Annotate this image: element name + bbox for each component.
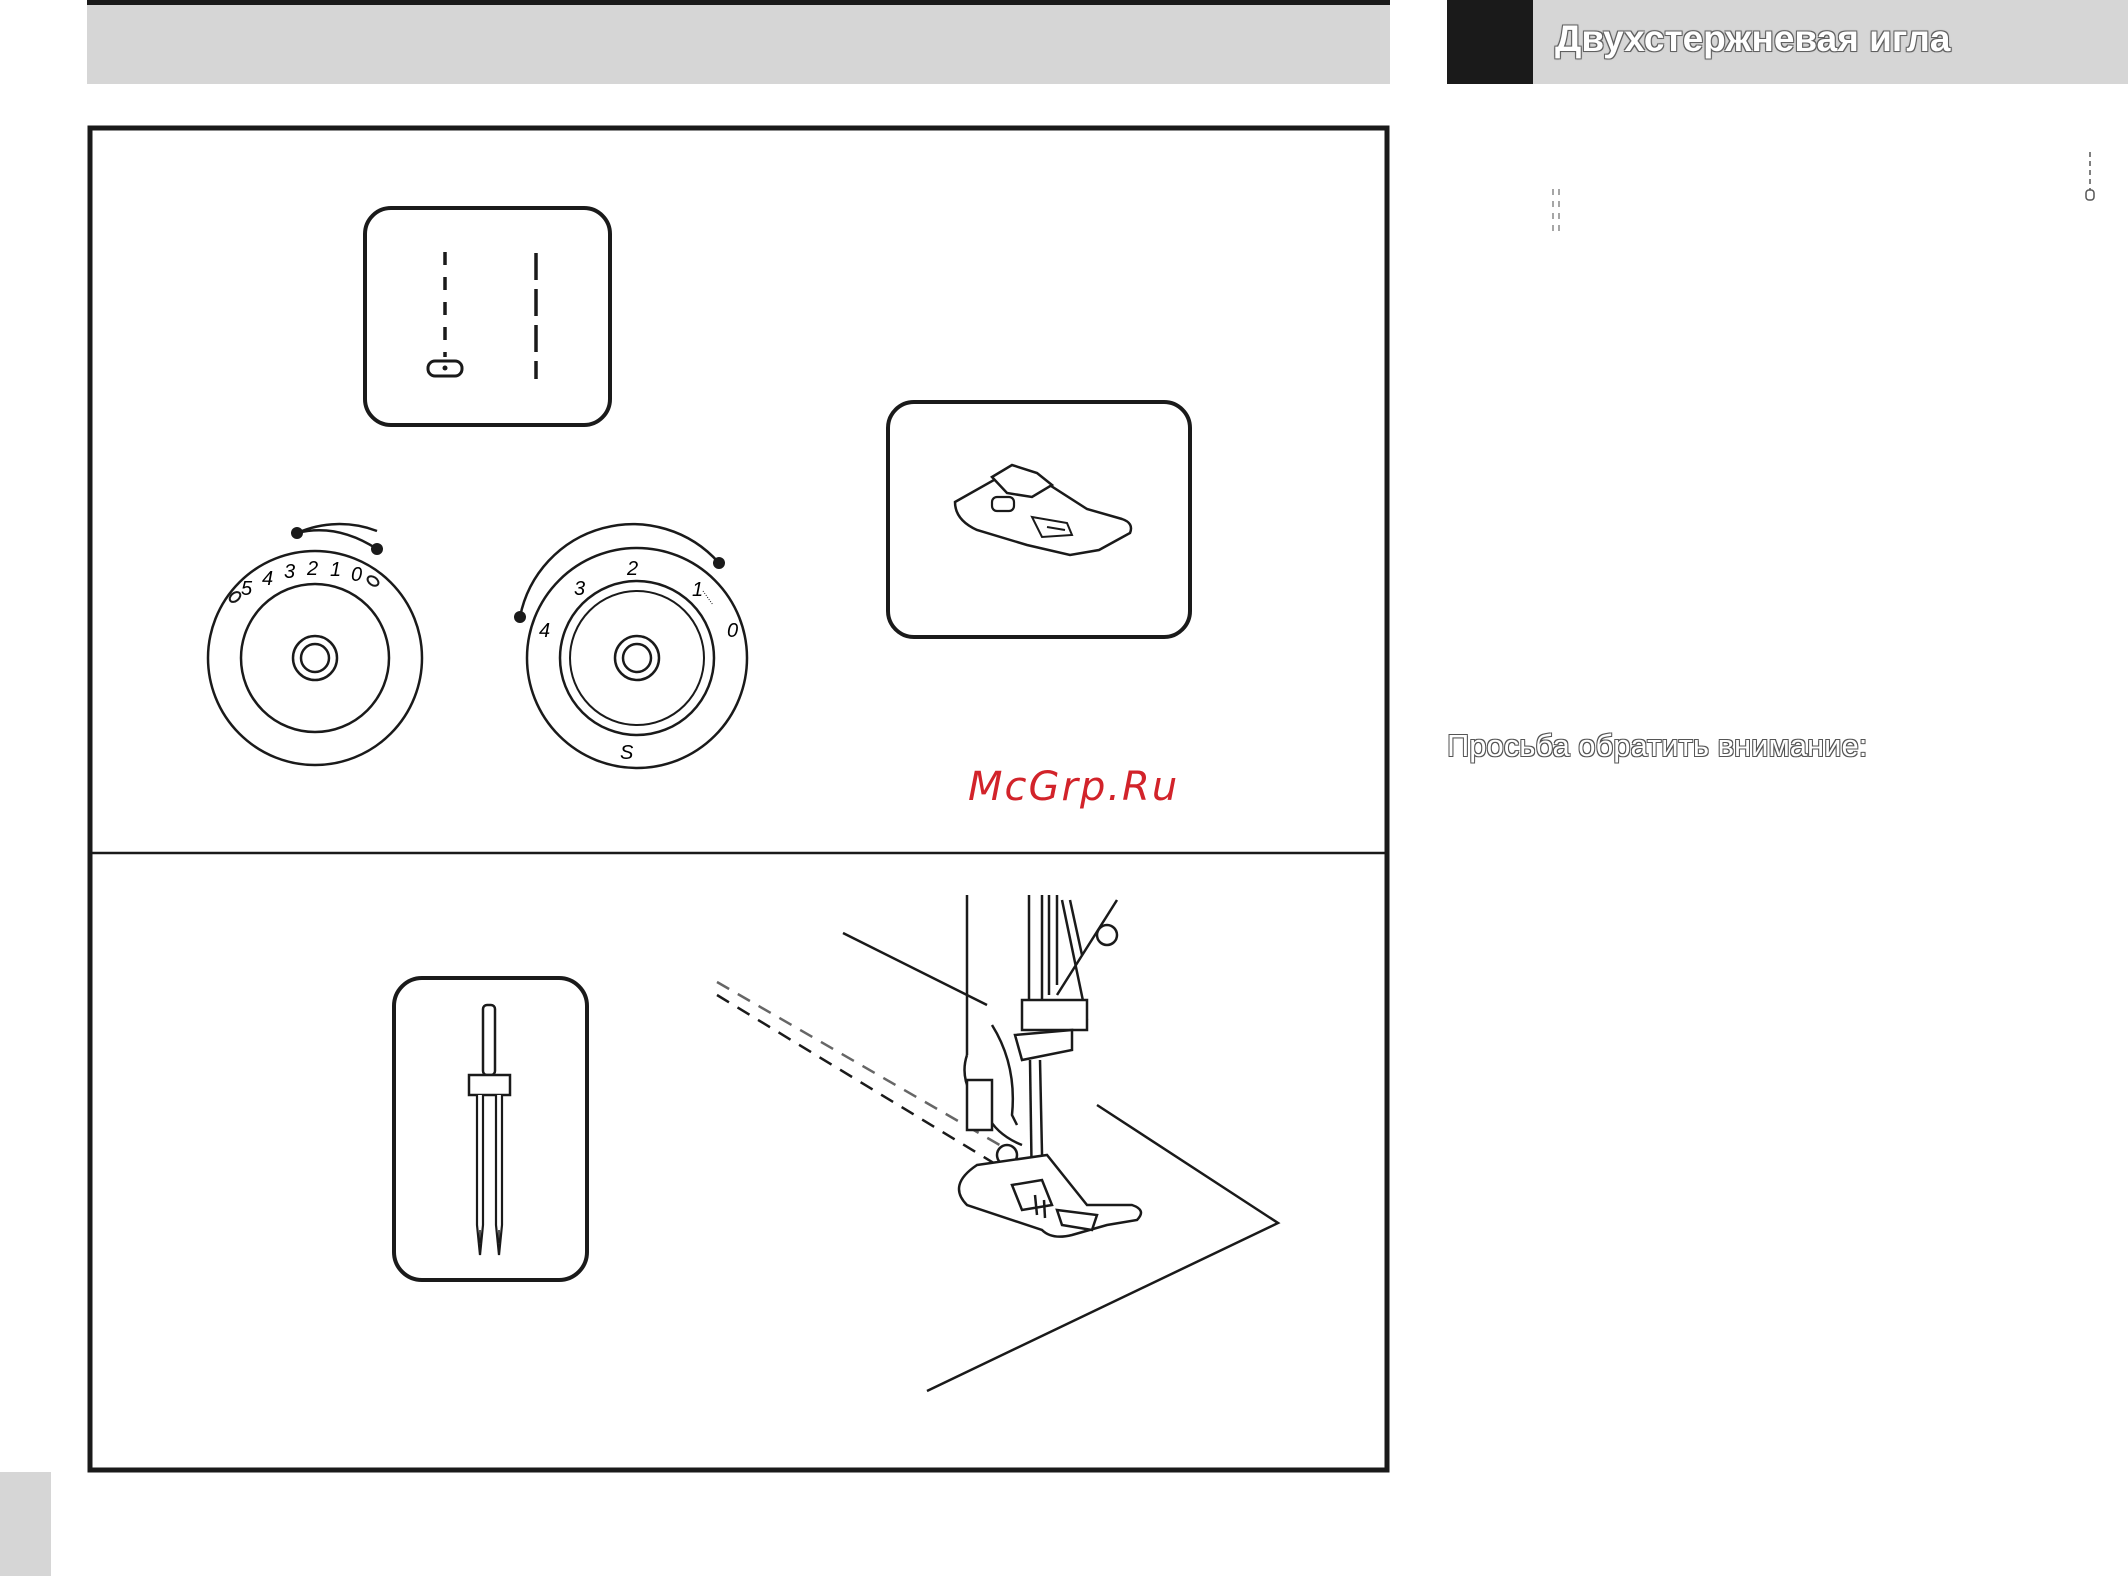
length-dial-2: 2 — [307, 558, 319, 580]
length-dial-3: 3 — [284, 561, 296, 583]
illustration-figure — [87, 125, 1390, 1473]
section-marker — [1447, 0, 1533, 84]
width-dial-0: 0 — [727, 620, 739, 642]
header-band — [87, 0, 1390, 84]
stitch-pattern-panel — [365, 208, 610, 425]
width-dial-1: 1 — [692, 579, 704, 601]
width-dial-s: S — [620, 742, 634, 764]
watermark-text: McGrp.Ru — [968, 764, 1180, 810]
length-dial-4: 4 — [262, 568, 274, 590]
stitch-symbol-pattern — [2083, 150, 2097, 202]
page-title: Двухстержневая игла — [1555, 18, 1951, 59]
page-tab — [0, 1472, 51, 1576]
stitch-symbol-small — [1550, 185, 1562, 239]
width-dial-2: 2 — [627, 558, 639, 580]
length-dial-0: 0 — [351, 564, 363, 586]
width-dial-3: 3 — [574, 578, 586, 600]
figure-border — [90, 128, 1387, 1470]
presser-foot-panel — [888, 402, 1190, 637]
width-dial-4: 4 — [539, 620, 551, 642]
length-dial-1: 1 — [330, 559, 342, 581]
length-dial-5: 5 — [241, 578, 253, 600]
twin-needle-panel — [394, 978, 587, 1280]
note-heading: Просьба обратить внимание: — [1447, 728, 1868, 763]
